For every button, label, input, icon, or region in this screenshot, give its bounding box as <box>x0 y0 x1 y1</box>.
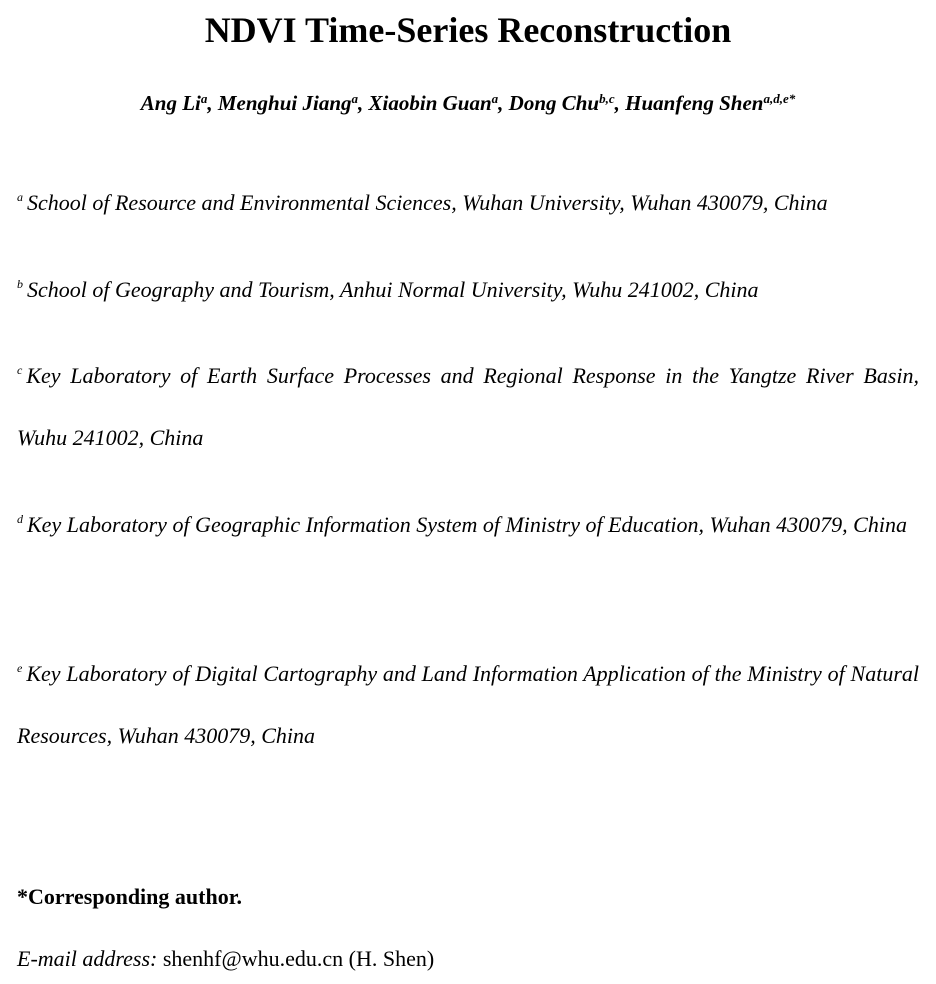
author-separator: , <box>358 91 369 115</box>
author-affiliation-marker: a <box>200 91 208 106</box>
affiliation-marker: a <box>17 190 23 204</box>
author-affiliation-marker: b,c <box>599 91 615 106</box>
author-affiliation-marker: a <box>491 91 499 106</box>
affiliation-text: Key Laboratory of Earth Surface Processes and Regional Response in the Yangtze River Basin, Wuhu 241002, China <box>17 363 919 450</box>
affiliation-text: Key Laboratory of Geographic Information System of Ministry of Education, Wuhan 430079, China <box>27 512 907 537</box>
affiliation-text: Key Laboratory of Digital Cartography and Land Information Application of the Ministry of Natural Resources, Wuhan 430079, China <box>17 661 919 748</box>
affiliation-c <box>17 345 919 469</box>
affiliation-marker: b <box>17 277 23 291</box>
email-line <box>17 942 434 976</box>
affiliation-marker: d <box>17 512 23 526</box>
affiliation-e <box>17 643 919 767</box>
author-affiliation-marker: a <box>351 91 359 106</box>
affiliation-text: School of Resource and Environmental Sciences, Wuhan University, Wuhan 430079, China <box>27 190 828 215</box>
author-name: Xiaobin Guan <box>368 91 492 115</box>
author-name: Ang Li <box>140 91 201 115</box>
affiliation-a <box>17 172 919 234</box>
paper-title: NDVI Time-Series Reconstruction <box>204 10 732 50</box>
author-name: Huanfeng Shen <box>625 91 764 115</box>
author-name: Dong Chu <box>508 91 600 115</box>
affiliation-marker: c <box>17 363 23 377</box>
affiliation-d <box>17 494 919 556</box>
affiliation-marker: e <box>17 661 23 675</box>
author-list <box>0 88 936 118</box>
author-separator: , <box>207 91 218 115</box>
affiliation-text: School of Geography and Tourism, Anhui Normal University, Wuhu 241002, China <box>27 277 759 302</box>
author-separator: , <box>498 91 509 115</box>
corresponding-author-heading: *Corresponding author. <box>17 884 242 909</box>
author-affiliation-marker: a,d,e* <box>763 91 796 106</box>
author-separator: , <box>614 91 626 115</box>
affiliation-b <box>17 259 919 321</box>
email-label: E-mail address: <box>17 946 158 971</box>
email-address: shenhf@whu.edu.cn (H. Shen) <box>157 946 435 971</box>
author-name: Menghui Jiang <box>217 91 352 115</box>
